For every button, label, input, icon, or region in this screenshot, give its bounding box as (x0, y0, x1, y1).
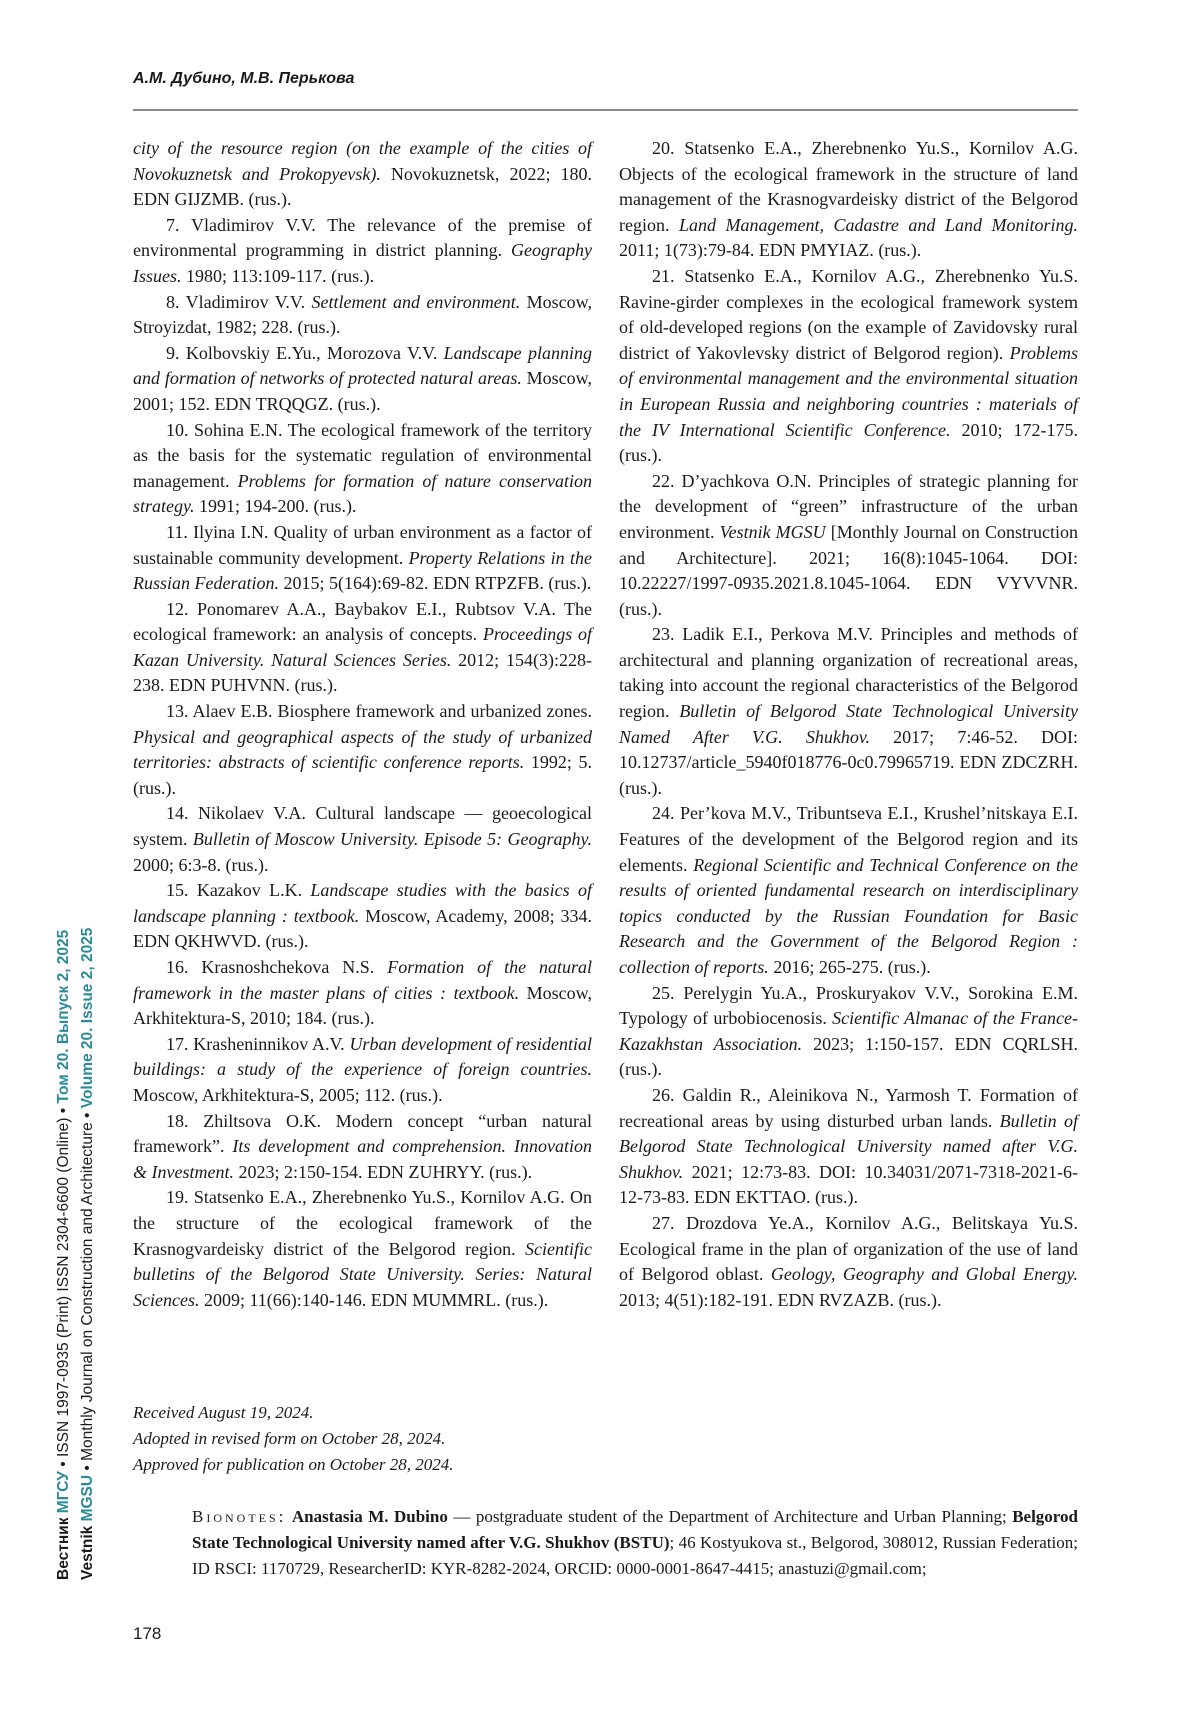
reference-text: 17. Krasheninnikov A.V. (166, 1034, 349, 1054)
sidebar-en-brand: Vestnik (79, 1526, 96, 1580)
reference-text: 19. Statsenko E.A., Zherebnenko Yu.S., Kornilov A.G. On the structure of the ecological framework of the Krasnogvardeisky district of the Belgorod region. (133, 1187, 592, 1258)
reference-text: 10. Sohina E.N. The ecological framework of the territory as the basis for the systematic regulation of environmental management. (133, 420, 592, 491)
reference-text: 12. Ponomarev A.A., Baybakov E.I., Rubtsov V.A. The ecological framework: an analysis of concepts. (133, 599, 592, 645)
revised-date: Adopted in revised form on October 28, 2024. (133, 1426, 733, 1452)
reference-source: Bulletin of Belgorod State Technological University named after V.G. Shukhov. (619, 1111, 1078, 1182)
references-right-column (619, 136, 1078, 1313)
reference-item (133, 341, 592, 418)
reference-item (133, 213, 592, 290)
reference-item (619, 469, 1078, 623)
approved-date: Approved for publication on October 28, 2024. (133, 1452, 733, 1478)
reference-item (133, 1032, 592, 1109)
sidebar-ru-volume: Том 20. Выпуск 2, 2025 (55, 930, 72, 1104)
reference-source: Property Relations in the Russian Federation. (133, 548, 592, 594)
references-left-column (133, 136, 592, 1313)
reference-text: 7. Vladimirov V.V. The relevance of the premise of environmental programming in district planning. (133, 215, 592, 261)
reference-details: 2009; 11(66):140-146. EDN MUMMRL. (rus.). (199, 1290, 548, 1310)
article-dates (133, 1400, 733, 1478)
sidebar-en-volume: Volume 20. Issue 2, 2025 (79, 928, 96, 1109)
sidebar-ru-issn: • ISSN 1997-0935 (Print) ISSN 2304-6600 (Online) • (55, 1104, 72, 1472)
reference-item (133, 136, 592, 213)
reference-item (133, 597, 592, 699)
reference-source: Geology, Geography and Global Energy. (771, 1264, 1078, 1284)
reference-item (619, 1083, 1078, 1211)
reference-text: 16. Krasnoshchekova N.S. (166, 957, 387, 977)
reference-source: Its development and comprehension. Innovation & Investment. (133, 1136, 592, 1182)
author-details: ; 46 Kostyukova st., Belgorod, 308012, Russian Federation; ID RSCI: 1170729, ResearcherID: KYR-8282-2024, ORCID: 0000-0001-8647-4415; anastuzi@gmail.com; (192, 1533, 1078, 1578)
reference-text: 9. Kolbovskiy E.Yu., Morozova V.V. (166, 343, 444, 363)
reference-details: 2016; 265-275. (rus.). (769, 957, 931, 977)
reference-details: Moscow, Arkhitektura-S, 2010; 184. (rus.). (133, 983, 592, 1029)
bionotes (192, 1504, 1078, 1582)
reference-item (619, 981, 1078, 1083)
sidebar-ru-brand: Вестник (55, 1518, 72, 1580)
reference-text: 21. Statsenko E.A., Kornilov A.G., Zherebnenko Yu.S. Ravine-girder complexes in the ecological framework system of old-developed regions (on the example of Zavidovsky rural district of Yakovlevsky district of Belgorod region). (619, 266, 1078, 363)
reference-source: Regional Scientific and Technical Conference on the results of oriented fundamental research on interdisciplinary topics conducted by the Russian Foundation for Basic Research and the Government of the Belgorod Region : collection of reports. (619, 855, 1078, 977)
reference-text: 18. Zhiltsova O.K. Modern concept “urban natural framework”. (133, 1111, 592, 1157)
bionotes-label: Bionotes: (192, 1507, 286, 1526)
reference-details: 1992; 5. (rus.). (133, 752, 592, 798)
journal-sidebar (52, 750, 106, 1580)
reference-text: 23. Ladik E.I., Perkova M.V. Principles and methods of architectural and planning organization of recreational areas, taking into account the regional characteristics of the Belgorod region. (619, 624, 1078, 721)
header-divider (133, 109, 1078, 111)
reference-text: 11. Ilyina I.N. Quality of urban environment as a factor of sustainable community development. (133, 522, 592, 568)
reference-source: Settlement and environment. (312, 292, 521, 312)
reference-details: Moscow, Arkhitektura-S, 2005; 112. (rus.). (133, 1085, 443, 1105)
reference-details: 2000; 6:3-8. (rus.). (133, 855, 268, 875)
reference-item (619, 1211, 1078, 1313)
reference-source: Landscape studies with the basics of landscape planning : textbook. (133, 880, 592, 926)
reference-text: 8. Vladimirov V.V. (166, 292, 312, 312)
reference-item (133, 418, 592, 520)
reference-text: 24. Per’kova M.V., Tribuntseva E.I., Krushel’nitskaya E.I. Features of the development of the Belgorod region and its elements. (619, 803, 1078, 874)
reference-source: Scientific Almanac of the France-Kazakhstan Association. (619, 1008, 1078, 1054)
reference-details: Moscow, 2001; 152. EDN TRQQGZ. (rus.). (133, 368, 592, 414)
reference-source: Problems for formation of nature conservation strategy. (133, 471, 592, 517)
page-number: 178 (133, 1624, 161, 1644)
author-organization: Belgorod State Technological University named after V.G. Shukhov (BSTU) (192, 1507, 1078, 1552)
reference-details: [Monthly Journal on Construction and Architecture]. 2021; 16(8):1045-1064. DOI: 10.22227/1997-0935.2021.8.1045-1064. EDN VYVVNR. (rus.). (619, 522, 1078, 619)
reference-text: 13. Alaev E.B. Biosphere framework and urbanized zones. (166, 701, 592, 721)
reference-item (133, 801, 592, 878)
reference-source: city of the resource region (on the example of the cities of Novokuznetsk and Prokopyevsk). (133, 138, 592, 184)
reference-item (619, 622, 1078, 801)
reference-item (133, 699, 592, 801)
reference-source: Problems of environmental management and the environmental situation in European Russia and neighboring countries : materials of the IV International Scientific Conference. (619, 343, 1078, 440)
reference-details: Novokuznetsk, 2022; 180. EDN GIJZMB. (rus.). (133, 164, 592, 210)
reference-source: Formation of the natural framework in the master plans of cities : textbook. (133, 957, 592, 1003)
reference-text: 20. Statsenko E.A., Zherebnenko Yu.S., Kornilov A.G. Objects of the ecological framework in the structure of land management of the Krasnogvardeisky district of the Belgorod region. (619, 138, 1078, 235)
reference-details: 2015; 5(164):69-82. EDN RTPZFB. (rus.). (279, 573, 591, 593)
reference-source: Geography Issues. (133, 240, 592, 286)
reference-item (133, 955, 592, 1032)
reference-source: Urban development of residential buildings: a study of the experience of foreign countries. (133, 1034, 592, 1080)
reference-source: Bulletin of Moscow University. Episode 5: Geography. (193, 829, 592, 849)
reference-text: 26. Galdin R., Aleinikova N., Yarmosh T. Formation of recreational areas by using disturbed urban lands. (619, 1085, 1078, 1131)
reference-item (619, 136, 1078, 264)
reference-details: 2010; 172-175. (rus.). (619, 420, 1078, 466)
sidebar-ru-accent: МГСУ (55, 1471, 72, 1513)
reference-source: Physical and geographical aspects of the study of urbanized territories: abstracts of scientific conference reports. (133, 727, 592, 773)
reference-source: Landscape planning and formation of networks of protected natural areas. (133, 343, 592, 389)
reference-item (619, 801, 1078, 980)
author-name: Anastasia M. Dubino (292, 1507, 448, 1526)
reference-details: 1991; 194-200. (rus.). (195, 496, 357, 516)
reference-details: 2011; 1(73):79-84. EDN PMYIAZ. (rus.). (619, 240, 921, 260)
received-date: Received August 19, 2024. (133, 1400, 733, 1426)
sidebar-line-ru (52, 750, 76, 1580)
reference-item (133, 1185, 592, 1313)
reference-details: 2023; 2:150-154. EDN ZUHRYY. (rus.). (234, 1162, 532, 1182)
running-header: А.М. Дубино, М.В. Перькова (133, 70, 1078, 88)
reference-item (619, 264, 1078, 469)
reference-details: 2017; 7:46-52. DOI: 10.12737/article_5940f018776-0c0.79965719. EDN ZDCZRH. (rus.). (619, 727, 1078, 798)
reference-text: 27. Drozdova Ye.A., Kornilov A.G., Belitskaya Yu.S. Ecological frame in the plan of organization of the use of land of Belgorod oblast. (619, 1213, 1078, 1284)
reference-source: Scientific bulletins of the Belgorod State University. Series: Natural Sciences. (133, 1239, 592, 1310)
reference-details: 1980; 113:109-117. (rus.). (182, 266, 375, 286)
reference-item (133, 290, 592, 341)
reference-details: Moscow, Stroyizdat, 1982; 228. (rus.). (133, 292, 592, 338)
sidebar-en-title: • Monthly Journal on Construction and Architecture • (79, 1108, 96, 1475)
reference-source: Land Management, Cadastre and Land Monitoring. (679, 215, 1078, 235)
reference-details: Moscow, Academy, 2008; 334. EDN QKHWVD. (rus.). (133, 906, 592, 952)
sidebar-line-en (76, 750, 100, 1580)
reference-source: Vestnik MGSU (720, 522, 826, 542)
reference-details: 2021; 12:73-83. DOI: 10.34031/2071-7318-2021-6-12-73-83. EDN EKTTAO. (rus.). (619, 1162, 1078, 1208)
reference-text: 22. D’yachkova O.N. Principles of strategic planning for the development of “green” infrastructure of the urban environment. (619, 471, 1078, 542)
reference-item (133, 1109, 592, 1186)
reference-item (133, 878, 592, 955)
reference-source: Proceedings of Kazan University. Natural Sciences Series. (133, 624, 592, 670)
reference-details: 2012; 154(3):228-238. EDN PUHVNN. (rus.). (133, 650, 592, 696)
reference-details: 2023; 1:150-157. EDN CQRLSH. (rus.). (619, 1034, 1078, 1080)
reference-source: Bulletin of Belgorod State Technological University Named After V.G. Shukhov. (619, 701, 1078, 747)
reference-details: 2013; 4(51):182-191. EDN RVZAZB. (rus.). (619, 1290, 942, 1310)
sidebar-en-accent: MGSU (79, 1475, 96, 1522)
reference-item (133, 520, 592, 597)
reference-text: 14. Nikolaev V.A. Cultural landscape — geoecological system. (133, 803, 592, 849)
reference-text: 25. Perelygin Yu.A., Proskuryakov V.V., Sorokina E.M. Typology of urbobiocenosis. (619, 983, 1078, 1029)
author-role: — postgraduate student of the Department of Architecture and Urban Planning; (448, 1507, 1012, 1526)
reference-text: 15. Kazakov L.K. (166, 880, 310, 900)
